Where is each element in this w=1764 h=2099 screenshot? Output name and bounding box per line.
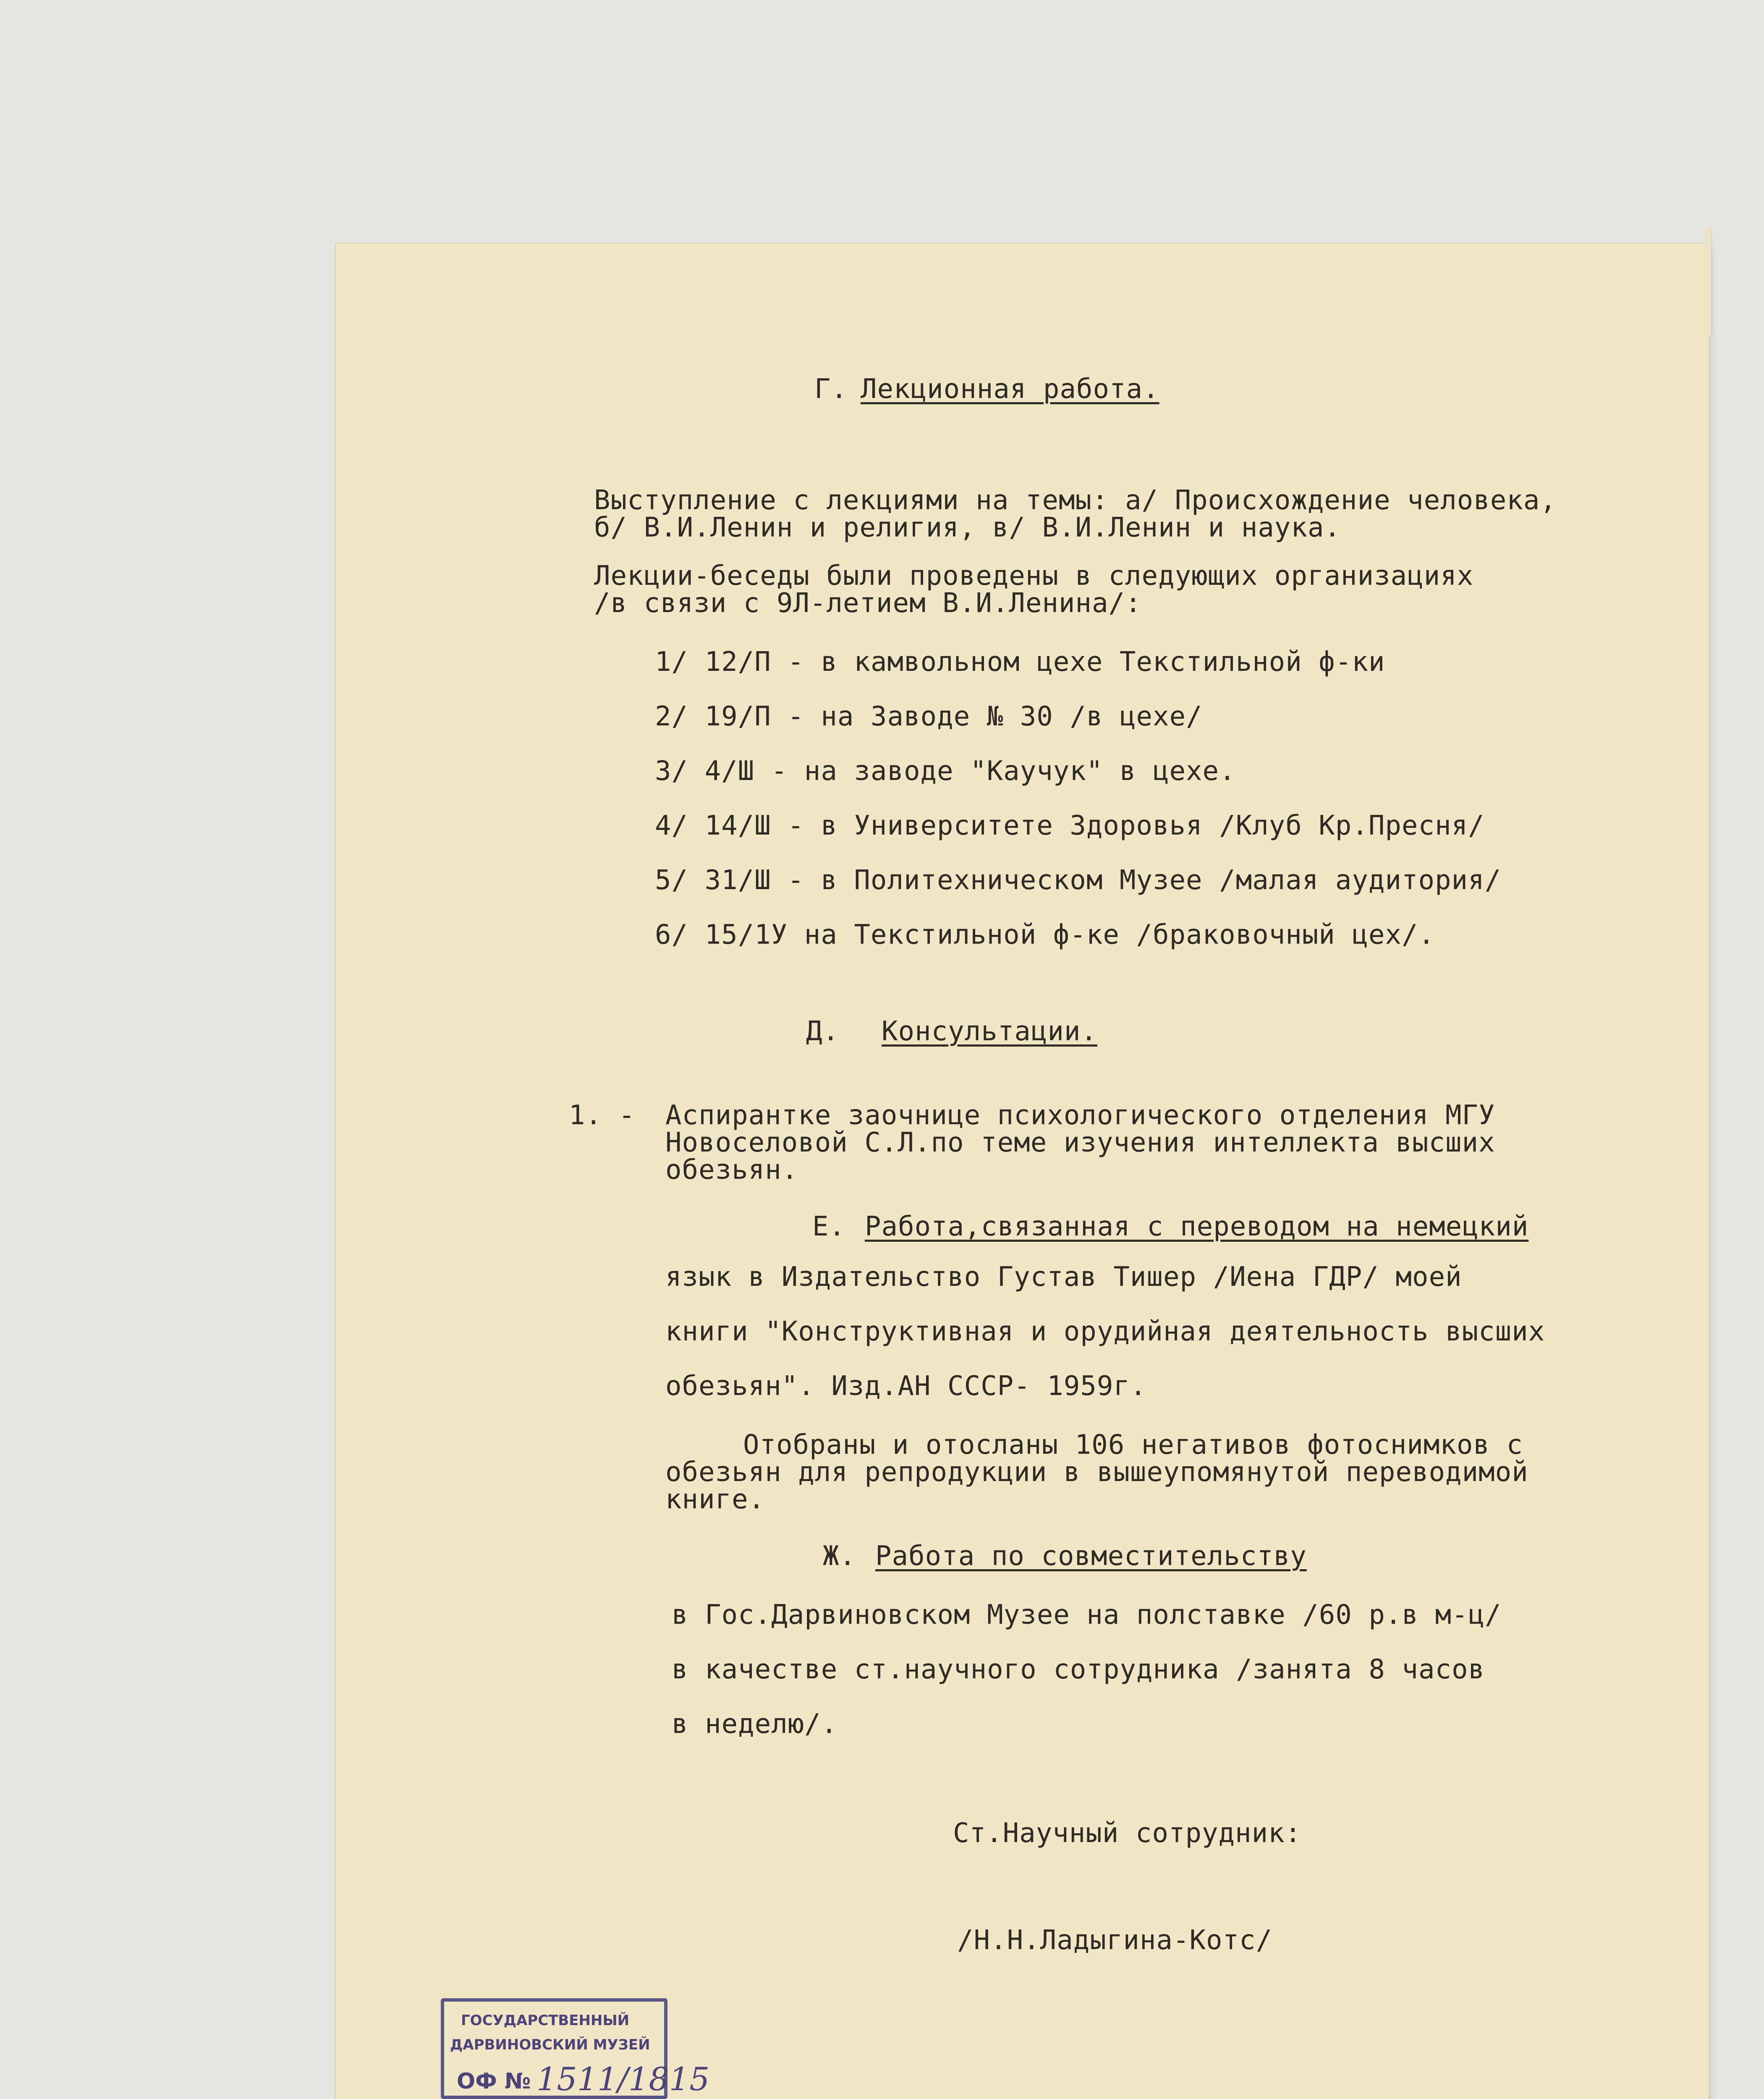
section-g-title: Лекционная работа. xyxy=(861,374,1159,405)
venues-intro-line-1: Лекции-беседы были проведены в следующих организациях xyxy=(594,560,1474,591)
lecture-item: 3/ 4/Ш - на заводе "Каучук" в цехе. xyxy=(655,756,1236,787)
lecture-topics-line-2: б/ В.И.Ленин и религия, в/ В.И.Ленин и наука. xyxy=(594,512,1341,543)
lecture-item: 5/ 31/Ш - в Политехническом Музее /малая аудитория/ xyxy=(655,865,1502,896)
lecture-item: 1/ 12/П - в камвольном цехе Текстильной ф-ки xyxy=(655,646,1385,678)
lecture-topics-line-1: Выступление с лекциями на темы: а/ Происхождение человека, xyxy=(594,485,1557,516)
consultation-line-1: Аспирантке заочнице психологического отделения МГУ xyxy=(665,1100,1495,1131)
paper-edge xyxy=(1705,227,1711,336)
consultation-line-3: обезьян. xyxy=(665,1154,798,1186)
venues-intro-line-2: /в связи с 9Л-летием В.И.Ленина/: xyxy=(594,588,1142,619)
stamp-line-1: ГОСУДАРСТВЕННЫЙ xyxy=(461,2012,630,2029)
photos-line-2: обезьян для репродукции в вышеупомянутой переводимой xyxy=(665,1457,1528,1488)
consultation-line-2: Новоселовой С.Л.по теме изучения интеллекта высших xyxy=(665,1127,1495,1158)
section-d-label: Д. xyxy=(806,1016,840,1047)
stamp-number-label: ОФ № xyxy=(457,2069,531,2094)
photos-line-3: книге. xyxy=(665,1484,765,1515)
section-d-title: Консультации. xyxy=(882,1016,1097,1047)
lecture-item: 6/ 15/1У на Текстильной ф-ке /браковочный цех/. xyxy=(655,919,1435,950)
section-e-label: Е. xyxy=(812,1211,846,1242)
lecture-item: 4/ 14/Ш - в Университете Здоровья /Клуб Кр.Пресня/ xyxy=(655,810,1485,841)
signature-position: Ст.Научный сотрудник: xyxy=(953,1818,1302,1849)
translation-line-3: обезьян". Изд.АН СССР- 1959г. xyxy=(665,1371,1147,1402)
stamp-line-2: ДАРВИНОВСКИЙ МУЗЕЙ xyxy=(450,2036,650,2053)
translation-line-2: книги "Конструктивная и орудийная деятельность высших xyxy=(665,1316,1545,1347)
section-zh-label: Ж. xyxy=(823,1541,856,1572)
parttime-line-3: в неделю/. xyxy=(672,1709,838,1740)
section-zh-title: Работа по совместительству xyxy=(875,1541,1307,1572)
translation-line-1: язык в Издательство Густав Тишер /Иена ГДР/ моей xyxy=(665,1261,1462,1293)
parttime-line-1: в Гос.Дарвиновском Музее на полставке /60 р.в м-ц/ xyxy=(672,1599,1502,1631)
lecture-item: 2/ 19/П - на Заводе № 30 /в цехе/ xyxy=(655,701,1203,732)
parttime-line-2: в качестве ст.научного сотрудника /занята 8 часов xyxy=(672,1654,1485,1685)
section-e-title: Работа,связанная с переводом на немецкий xyxy=(865,1211,1529,1242)
museum-stamp xyxy=(441,1998,710,2099)
consultation-marker: 1. - xyxy=(569,1100,636,1131)
section-g-label: Г. xyxy=(814,374,848,405)
signature-name: /Н.Н.Ладыгина-Котс/ xyxy=(957,1925,1273,1956)
photos-line-1: Отобраны и отосланы 106 негативов фотоснимков с xyxy=(743,1429,1523,1460)
stamp-handwritten-number: 1511/1815 xyxy=(537,2060,710,2098)
